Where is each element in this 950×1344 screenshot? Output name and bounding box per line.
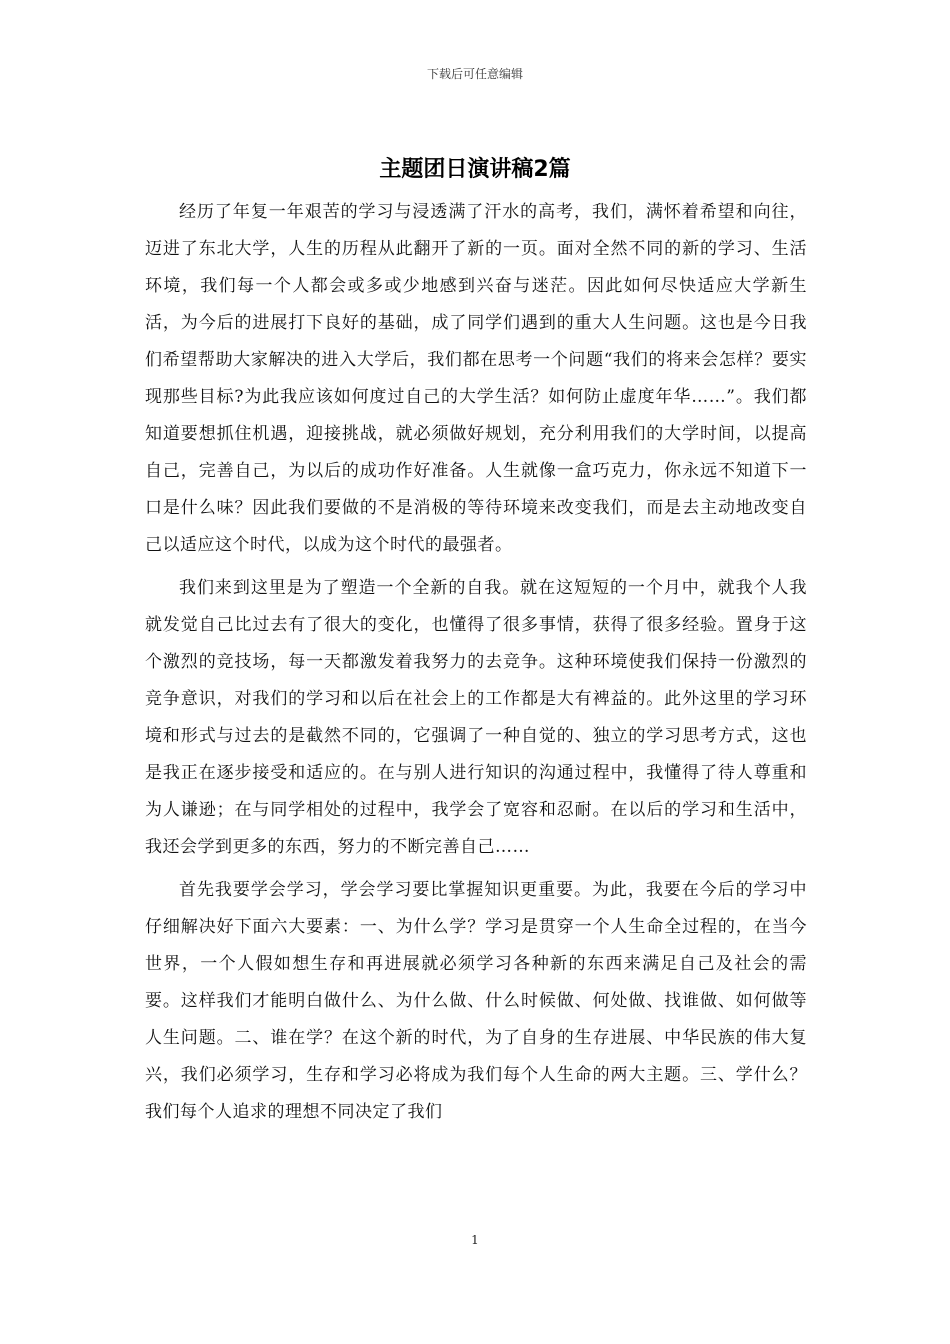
paragraph: 首先我要学会学习，学会学习要比掌握知识更重要。为此，我要在今后的学习中仔细解决好下面六大要素：一、为什么学？学习是贯穿一个人生命全过程的，在当今世界，一个人假如想生存和再进展就必须学习各种新的东西来满足自己及社会的需要。这样我们才能明白做什么、为什么做、什么时候做、何处做、找谁做、如何做等人生问题。二、谁在学？在这个新的时代，为了自身的生存进展、中华民族的伟大复兴，我们必须学习，生存和学习必将成为我们每个人生命的两大主题。三、学什么？我们每个人追求的理想不同决定了我们 xyxy=(145,880,807,1122)
document-title: 主题团日演讲稿2篇 xyxy=(379,157,571,182)
page-header: 下载后可任意编辑 xyxy=(426,67,523,81)
page-number: 1 xyxy=(471,1233,479,1247)
document-body xyxy=(145,194,807,1137)
paragraph: 经历了年复一年艰苦的学习与浸透满了汗水的高考，我们，满怀着希望和向往，迈进了东北大学，人生的历程从此翻开了新的一页。面对全然不同的新的学习、生活环境，我们每一个人都会或多或少地感到兴奋与迷茫。因此如何尽快适应大学新生活，为今后的进展打下良好的基础，成了同学们遇到的重大人生问题。这也是今日我们希望帮助大家解决的进入大学后，我们都在思考一个问题“我们的将来会怎样？要实现那些目标?为此我应该如何度过自己的大学生活？如何防止虚度年华……”。我们都知道要想抓住机遇，迎接挑战，就必须做好规划，充分利用我们的大学时间，以提高自己，完善自己，为以后的成功作好准备。人生就像一盒巧克力，你永远不知道下一口是什么味？因此我们要做的不是消极的等待环境来改变我们，而是去主动地改变自己以适应这个时代，以成为这个时代的最强者。 xyxy=(145,202,807,555)
paragraph: 我们来到这里是为了塑造一个全新的自我。就在这短短的一个月中，就我个人我就发觉自己比过去有了很大的变化，也懂得了很多事情，获得了很多经验。置身于这个激烈的竞技场，每一天都激发着我努力的去竞争。这种环境使我们保持一份激烈的竞争意识，对我们的学习和以后在社会上的工作都是大有裨益的。此外这里的学习环境和形式与过去的是截然不同的，它强调了一种自觉的、独立的学习思考方式，这也是我正在逐步接受和适应的。在与别人进行知识的沟通过程中，我懂得了待人尊重和为人谦逊；在与同学相处的过程中，我学会了宽容和忍耐。在以后的学习和生活中，我还会学到更多的东西，努力的不断完善自己…… xyxy=(145,578,807,857)
